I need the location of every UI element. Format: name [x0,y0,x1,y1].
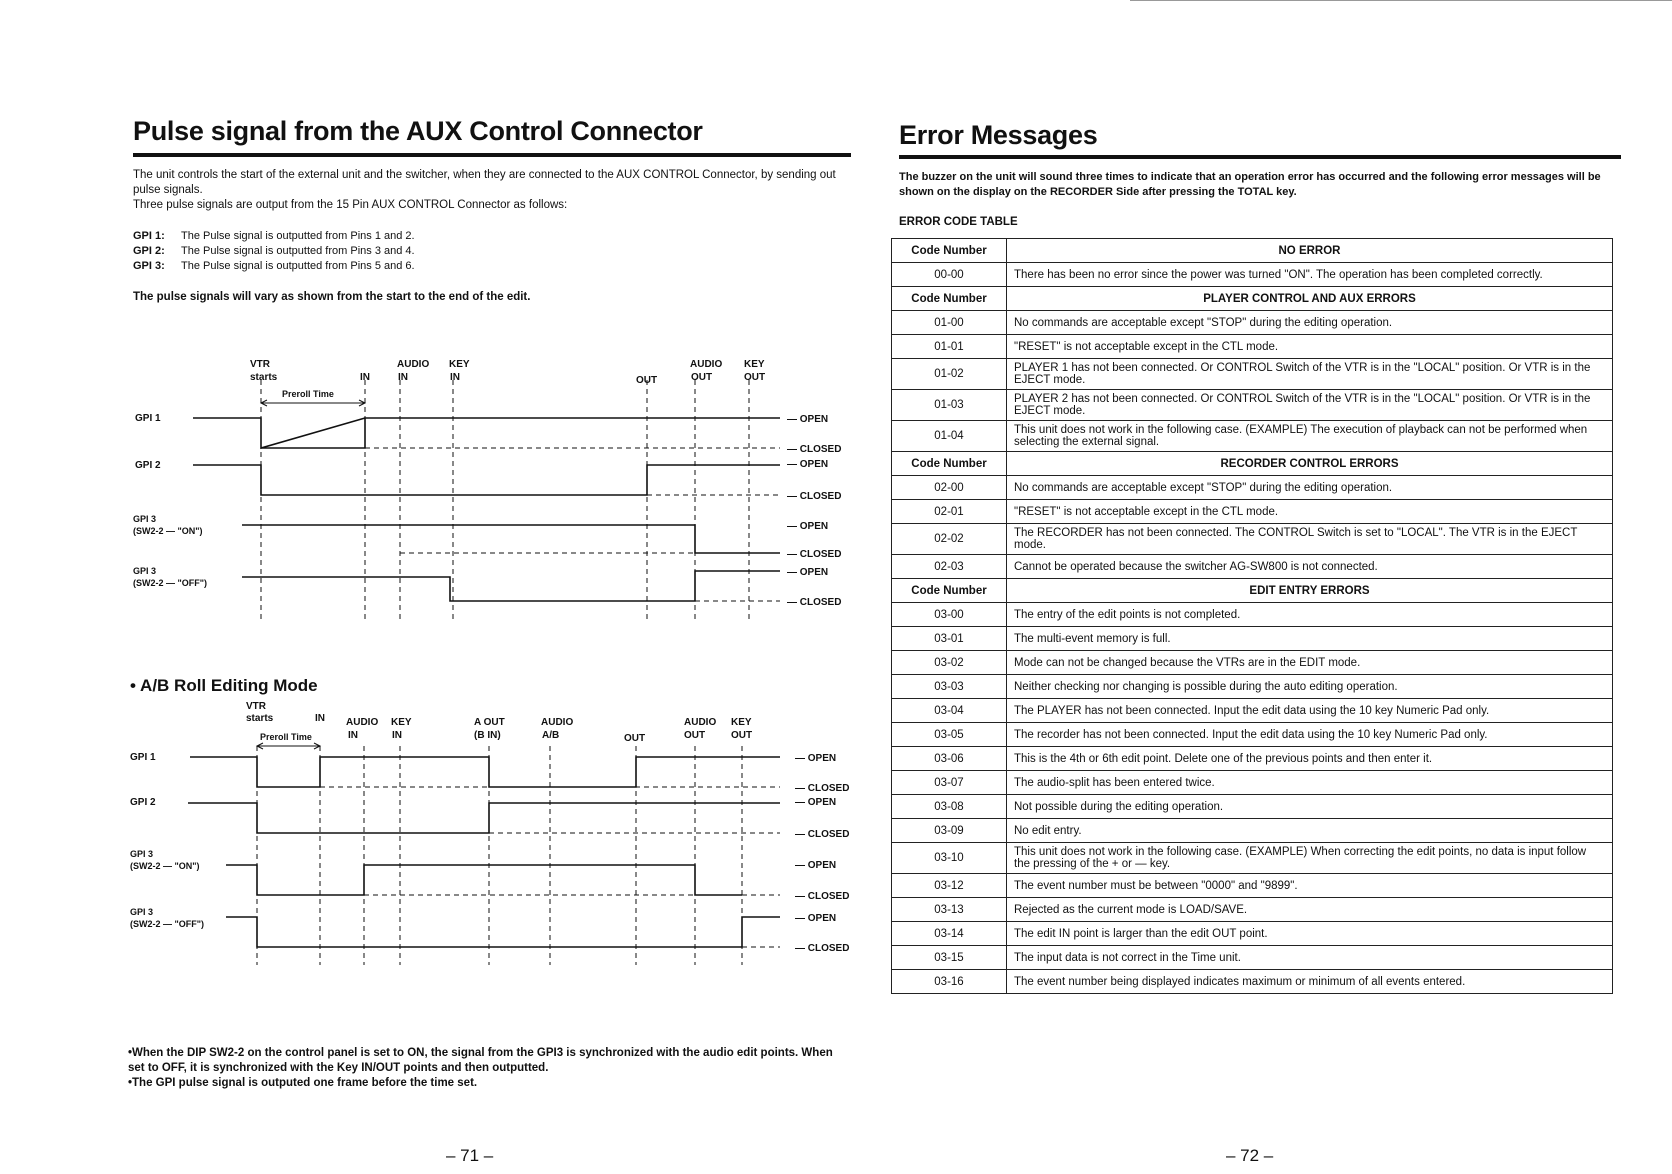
table-row [892,874,1613,898]
timing-diagram-standard [0,350,860,630]
intro-paragraph: The unit controls the start of the external unit and the switcher, when they are connected to the AUX CONTROL Connector, by sending out pulse signals. [133,169,836,196]
row-label-gpi1: GPI 1 [130,752,156,763]
row-label-gpi1: GPI 1 [135,413,161,424]
error-code-cell: 03-03 [892,675,1007,699]
table-row [892,723,1613,747]
label-preroll: Preroll Time [260,732,312,742]
state-closed: — CLOSED [795,891,850,902]
table-row [892,699,1613,723]
label-out: OUT [636,375,658,386]
error-text-cell: No commands are acceptable except "STOP" during the editing operation. [1007,476,1613,500]
label-preroll: Preroll Time [282,389,334,399]
error-code-cell: 03-02 [892,651,1007,675]
state-open: — OPEN [795,797,837,808]
label-out: OUT [624,733,646,744]
row-label-sw-off: (SW2-2 — "OFF") [133,578,208,588]
label-vtr: VTR [246,701,266,712]
state-open: — OPEN [795,753,837,764]
label-starts: starts [250,372,278,383]
error-text-cell: Neither checking nor changing is possible during the auto editing operation. [1007,675,1613,699]
error-text-cell: No commands are acceptable except "STOP" during the editing operation. [1007,311,1613,335]
header-code-cell: Code Number [892,452,1007,476]
gpi3-off-wave [226,917,780,947]
error-code-cell: 02-02 [892,524,1007,555]
header-title-cell: NO ERROR [1007,239,1613,263]
state-closed: — CLOSED [787,444,842,455]
label-key-2: KEY [744,359,765,370]
state-closed: — CLOSED [795,943,850,954]
page-number: – 71 – [446,1146,494,1165]
error-text-cell: Not possible during the editing operation. [1007,795,1613,819]
gpi-line: GPI 3: The Pulse signal is outputted from Pins 5 and 6. [133,260,415,272]
note-one-frame: •The GPI pulse signal is outputed one frame before the time set. [128,1076,478,1089]
table-row [892,651,1613,675]
table-row [892,476,1613,500]
header-code-cell: Code Number [892,579,1007,603]
error-code-cell: 03-09 [892,819,1007,843]
label-audio-in: IN [398,372,408,383]
gpi3-off-wave [242,571,780,601]
table-row [892,555,1613,579]
right-page [860,0,1672,1174]
intro-paragraph-2: Three pulse signals are output from the 15 Pin AUX CONTROL Connector as follows: [133,199,568,211]
header-title-cell: PLAYER CONTROL AND AUX ERRORS [1007,287,1613,311]
ab-roll-heading: • A/B Roll Editing Mode [130,676,318,695]
label-audio-out: OUT [684,730,706,741]
error-code-cell: 02-00 [892,476,1007,500]
row-label-gpi3-on: GPI 3 [130,849,154,859]
error-text-cell: Rejected as the current mode is LOAD/SAVE. [1007,898,1613,922]
label-audio: AUDIO [397,359,430,370]
table-row [892,359,1613,390]
state-open: — OPEN [787,414,829,425]
error-text-cell: The edit IN point is larger than the edit OUT point. [1007,922,1613,946]
error-text-cell: "RESET" is not acceptable except in the CTL mode. [1007,335,1613,359]
label-starts: starts [246,713,274,724]
table-row [892,898,1613,922]
error-text-cell: PLAYER 1 has not been connected. Or CONTROL Switch of the VTR is in the "LOCAL" position. Or VTR is in the EJECT mode. [1007,359,1613,390]
label-key-in: IN [392,730,402,741]
error-text-cell: The audio-split has been entered twice. [1007,771,1613,795]
label-in: IN [360,372,370,383]
table-row [892,675,1613,699]
error-code-table [891,238,1613,994]
error-text-cell: The event number must be between "0000" and "9899". [1007,874,1613,898]
state-closed: — CLOSED [795,783,850,794]
error-text-cell: This unit does not work in the following case. (EXAMPLE) When correcting the edit points, no data is input follow the pressing of the + or — key. [1007,843,1613,874]
state-open: — OPEN [787,459,829,470]
label-b-in: (B IN) [474,730,501,741]
error-code-cell: 01-01 [892,335,1007,359]
header-title-cell: RECORDER CONTROL ERRORS [1007,452,1613,476]
gpi3-on-wave [242,525,780,553]
error-code-cell: 03-14 [892,922,1007,946]
label-key-out: OUT [731,730,753,741]
error-text-cell: The recorder has not been connected. Input the edit data using the 10 key Numeric Pad only. [1007,723,1613,747]
gpi1-wave [261,418,780,448]
row-label-sw-on: (SW2-2 — "ON") [133,526,203,536]
gpi1-wave [190,757,780,787]
table-row [892,771,1613,795]
error-code-cell: 02-03 [892,555,1007,579]
table-row [892,603,1613,627]
table-row [892,922,1613,946]
label-vtr: VTR [250,359,270,370]
table-row [892,524,1613,555]
error-code-cell: 03-13 [892,898,1007,922]
table-section-header [892,452,1613,476]
state-open: — OPEN [795,913,837,924]
error-text-cell: Mode can not be changed because the VTRs are in the EDIT mode. [1007,651,1613,675]
label-audio-2: AUDIO [684,717,717,728]
error-code-cell: 03-12 [892,874,1007,898]
table-row [892,421,1613,452]
gpi-line: GPI 1: The Pulse signal is outputted from Pins 1 and 2. [133,230,415,242]
state-open: — OPEN [787,567,829,578]
error-code-cell: 01-04 [892,421,1007,452]
table-row [892,311,1613,335]
row-label-sw-on: (SW2-2 — "ON") [130,861,200,871]
table-title: ERROR CODE TABLE [899,216,1018,228]
label-audio-2: AUDIO [690,359,723,370]
vary-text: The pulse signals will vary as shown from the start to the end of the edit. [133,291,531,303]
error-code-cell: 03-05 [892,723,1007,747]
header-title-cell: EDIT ENTRY ERRORS [1007,579,1613,603]
error-text-cell: There has been no error since the power was turned "ON". The operation has been completed correctly. [1007,263,1613,287]
table-section-header [892,239,1613,263]
row-label-gpi2: GPI 2 [135,460,161,471]
gpi3-on-wave [226,865,742,895]
table-row [892,946,1613,970]
table-row [892,627,1613,651]
title-rule [133,153,851,157]
label-key: KEY [391,717,412,728]
table-row [892,819,1613,843]
error-code-cell: 01-03 [892,390,1007,421]
error-text-cell: PLAYER 2 has not been connected. Or CONTROL Switch of the VTR is in the "LOCAL" position. Or VTR is in the EJECT mode. [1007,390,1613,421]
state-open: — OPEN [787,521,829,532]
error-text-cell: The RECORDER has not been connected. The CONTROL Switch is set to "LOCAL". The VTR is in the EJECT mode. [1007,524,1613,555]
table-section-header [892,287,1613,311]
error-code-cell: 03-01 [892,627,1007,651]
error-code-cell: 03-06 [892,747,1007,771]
label-audio: AUDIO [346,717,379,728]
error-text-cell: The input data is not correct in the Time unit. [1007,946,1613,970]
row-label-gpi3-off: GPI 3 [130,907,154,917]
label-audio-ab: AUDIO [541,717,574,728]
state-closed: — CLOSED [787,549,842,560]
table-row [892,335,1613,359]
title-rule [899,155,1621,159]
error-text-cell: Cannot be operated because the switcher AG-SW800 is not connected. [1007,555,1613,579]
page-title-pulse-signal: Pulse signal from the AUX Control Connector [133,116,703,146]
state-closed: — CLOSED [787,597,842,608]
error-code-cell: 03-00 [892,603,1007,627]
error-code-cell: 01-00 [892,311,1007,335]
table-row [892,795,1613,819]
table-row [892,747,1613,771]
gpi-line: GPI 2: The Pulse signal is outputted from Pins 3 and 4. [133,245,415,257]
error-text-cell: "RESET" is not acceptable except in the CTL mode. [1007,500,1613,524]
label-key-in: IN [450,372,460,383]
label-key: KEY [449,359,470,370]
error-code-cell: 03-15 [892,946,1007,970]
table-row [892,843,1613,874]
error-code-cell: 03-16 [892,970,1007,994]
state-closed: — CLOSED [795,829,850,840]
error-code-cell: 03-07 [892,771,1007,795]
table-row [892,500,1613,524]
error-code-cell: 03-08 [892,795,1007,819]
error-text-cell: The multi-event memory is full. [1007,627,1613,651]
table-row [892,263,1613,287]
row-label-gpi3-off: GPI 3 [133,566,157,576]
error-code-cell: 02-01 [892,500,1007,524]
table-row [892,390,1613,421]
error-text-cell: The entry of the edit points is not completed. [1007,603,1613,627]
label-audio-in: IN [348,730,358,741]
gpi2-wave [188,803,780,833]
row-label-gpi2: GPI 2 [130,797,156,808]
label-audio-out: OUT [691,372,713,383]
error-code-cell: 03-10 [892,843,1007,874]
error-text-cell: This is the 4th or 6th edit point. Delete one of the previous points and then enter it. [1007,747,1613,771]
intro-paragraph: The buzzer on the unit will sound three times to indicate that an operation error has occurred and the following error messages will be shown on the display on the RECORDER Side after pressing the TOTAL key. [899,171,1601,198]
page-title-error-messages: Error Messages [899,120,1098,150]
label-a-out: A OUT [474,717,505,728]
table-row [892,970,1613,994]
row-label-sw-off: (SW2-2 — "OFF") [130,919,205,929]
timing-diagram-ab-roll [0,700,860,975]
label-key-out: OUT [744,372,766,383]
error-text-cell: The event number being displayed indicates maximum or minimum of all events entered. [1007,970,1613,994]
header-code-cell: Code Number [892,287,1007,311]
header-code-cell: Code Number [892,239,1007,263]
row-label-gpi3-on: GPI 3 [133,514,157,524]
state-closed: — CLOSED [787,491,842,502]
label-ab: A/B [542,730,560,741]
table-section-header [892,579,1613,603]
error-text-cell: This unit does not work in the following case. (EXAMPLE) The execution of playback can not be performed when selecting the external signal. [1007,421,1613,452]
error-code-cell: 03-04 [892,699,1007,723]
state-open: — OPEN [795,860,837,871]
page-number: – 72 – [1226,1146,1274,1165]
gpi2-wave [193,465,780,495]
label-in: IN [315,713,325,724]
error-text-cell: No edit entry. [1007,819,1613,843]
error-text-cell: The PLAYER has not been connected. Input the edit data using the 10 key Numeric Pad only. [1007,699,1613,723]
error-code-cell: 01-02 [892,359,1007,390]
error-code-cell: 00-00 [892,263,1007,287]
note-dip-switch: •When the DIP SW2-2 on the control panel is set to ON, the signal from the GPI3 is synchronized with the audio edit points. When set to OFF, it is synchronized with the Key IN/OUT points and then outputted. [128,1046,833,1074]
label-key-2: KEY [731,717,752,728]
